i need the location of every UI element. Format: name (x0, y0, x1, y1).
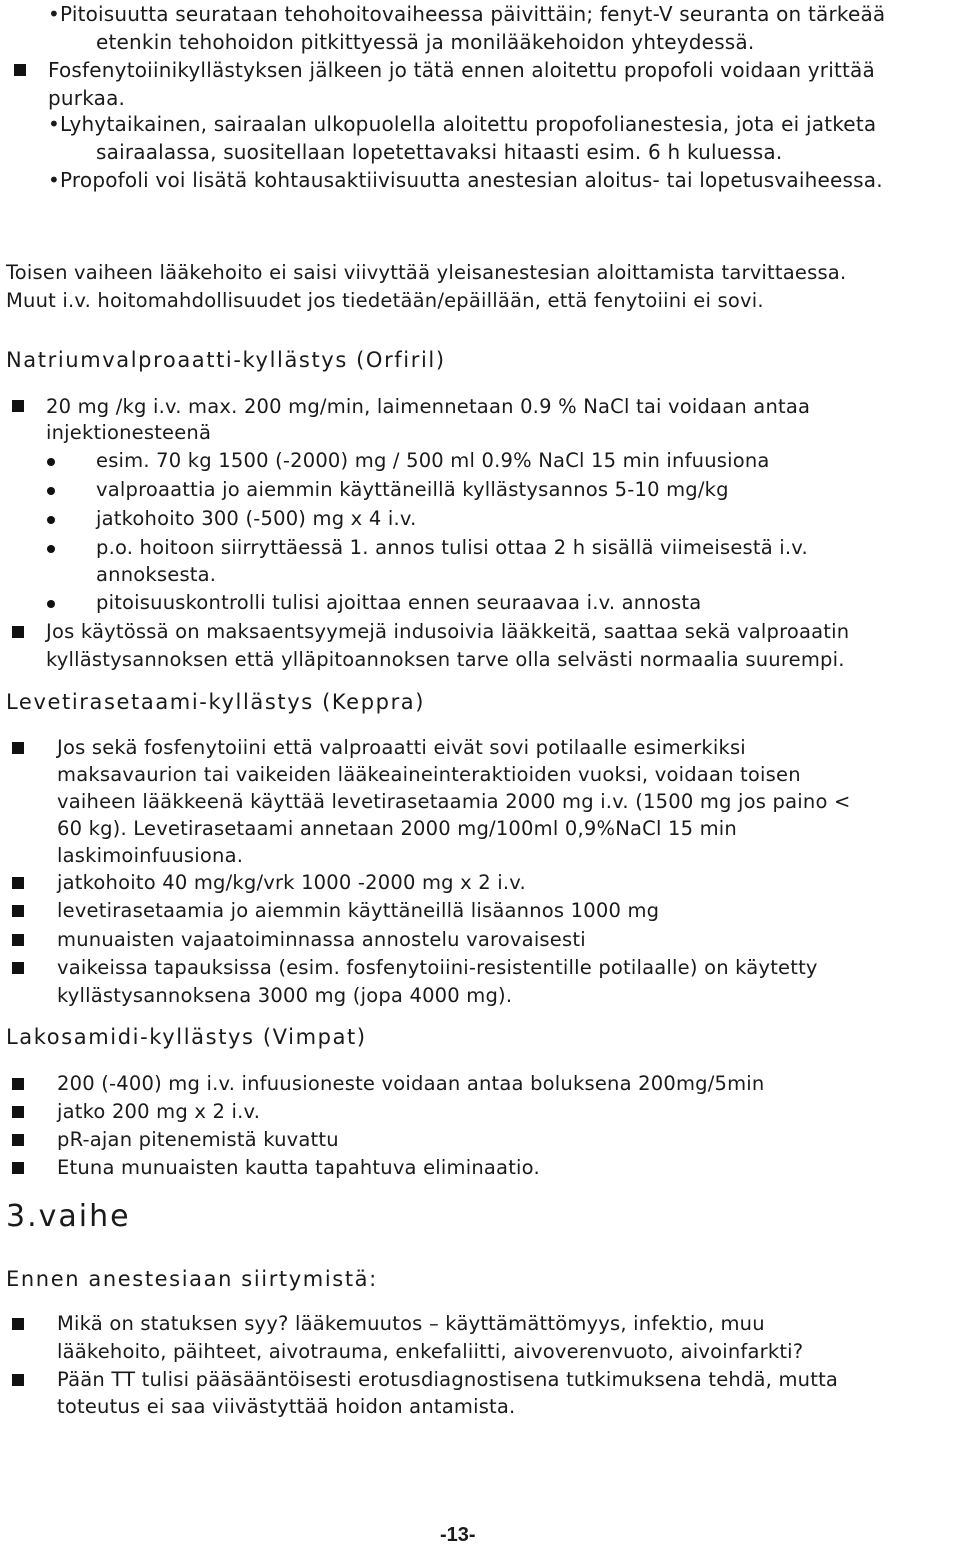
valproate-sub-item-4-line-1: p.o. hoitoon siirryttäessä 1. annos tulisi ottaa 2 h sisällä viimeisestä i.v. (96, 536, 808, 559)
square-bullet-icon (12, 1106, 24, 1118)
valproate-item-2-line-2: kyllästysannoksen että ylläpitoannoksen tarve olla selvästi normaalia suurempi. (46, 648, 845, 671)
round-bullet-icon (47, 545, 55, 553)
phase-3-heading: 3.vaihe (6, 1199, 131, 1234)
phase-3-item-1-line-2: lääkehoito, päihteet, aivotrauma, enkefaliitti, aivoverenvuoto, aivoinfarkti? (57, 1340, 804, 1363)
paragraph-line-1: Toisen vaiheen lääkehoito ei saisi viivyttää yleisanestesian aloittamista tarvittaessa. (6, 261, 847, 284)
square-bullet-icon (12, 934, 24, 946)
levetiracetam-item-1-line-4: 60 kg). Levetirasetaami annetaan 2000 mg/100ml 0,9%NaCl 15 min (57, 817, 737, 840)
valproate-item-1-line-1: 20 mg /kg i.v. max. 200 mg/min, laimennetaan 0.9 % NaCl tai voidaan antaa (46, 395, 811, 418)
levetiracetam-item-1-line-1: Jos sekä fosfenytoiini että valproaatti eivät sovi potilaalle esimerkiksi (57, 736, 746, 759)
top-bullet-3: •Propofoli voi lisätä kohtausaktiivisuutta anestesian aloitus- tai lopetusvaiheessa. (48, 168, 883, 192)
square-bullet-icon (12, 962, 24, 974)
paragraph-line-2: Muut i.v. hoitomahdollisuudet jos tiedetään/epäillään, että fenytoiini ei sovi. (6, 289, 764, 312)
valproate-item-2-line-1: Jos käytössä on maksaentsyymejä indusoivia lääkkeitä, saattaa sekä valproaatin (46, 620, 850, 643)
top-square-item-line-2: purkaa. (48, 86, 126, 110)
round-bullet-icon (47, 487, 55, 495)
valproate-sub-item-3: jatkohoito 300 (-500) mg x 4 i.v. (96, 507, 417, 530)
phase-3-item-2-line-1: Pään TT tulisi pääsääntöisesti erotusdiagnostisena tutkimuksena tehdä, mutta (57, 1368, 839, 1391)
square-bullet-icon (12, 1134, 24, 1146)
square-bullet-icon (14, 64, 26, 76)
square-bullet-icon (12, 742, 24, 754)
lacosamide-item-3: pR-ajan pitenemistä kuvattu (57, 1128, 339, 1151)
levetiracetam-item-1-line-3: vaiheen lääkkeenä käyttää levetirasetaamia 2000 mg i.v. (1500 mg jos paino < (57, 790, 851, 813)
valproate-item-1-line-2: injektionesteenä (46, 421, 212, 444)
levetiracetam-item-5-line-2: kyllästysannoksena 3000 mg (jopa 4000 mg). (57, 984, 513, 1007)
square-bullet-icon (12, 626, 24, 638)
top-square-item-line-1: Fosfenytoiinikyllästyksen jälkeen jo tätä ennen aloitettu propofoli voidaan yrittää (48, 58, 875, 82)
valproate-sub-item-2: valproaattia jo aiemmin käyttäneillä kyllästysannos 5-10 mg/kg (96, 478, 729, 501)
levetiracetam-item-4: munuaisten vajaatoiminnassa annostelu varovaisesti (57, 928, 586, 951)
square-bullet-icon (12, 1374, 24, 1386)
valproate-heading: Natriumvalproaatti-kyllästys (Orfiril) (6, 348, 446, 372)
lacosamide-item-2: jatko 200 mg x 2 i.v. (57, 1100, 261, 1123)
page-number: -13- (440, 1524, 476, 1546)
valproate-sub-item-4-line-2: annoksesta. (96, 563, 217, 586)
square-bullet-icon (12, 1078, 24, 1090)
lacosamide-item-1: 200 (-400) mg i.v. infuusioneste voidaan antaa boluksena 200mg/5min (57, 1072, 765, 1095)
square-bullet-icon (12, 877, 24, 889)
square-bullet-icon (12, 905, 24, 917)
phase-3-item-1-line-1: Mikä on statuksen syy? lääkemuutos – käyttämättömyys, infektio, muu (57, 1312, 765, 1335)
round-bullet-icon (47, 600, 55, 608)
levetiracetam-item-1-line-5: laskimoinfuusiona. (57, 844, 244, 867)
square-bullet-icon (12, 1318, 24, 1330)
lacosamide-item-4: Etuna munuaisten kautta tapahtuva eliminaatio. (57, 1156, 540, 1179)
levetiracetam-item-3: levetirasetaamia jo aiemmin käyttäneillä lisäannos 1000 mg (57, 899, 660, 922)
square-bullet-icon (12, 400, 24, 412)
top-bullet-1-line-2: etenkin tehohoidon pitkittyessä ja monilääkehoidon yhteydessä. (96, 30, 755, 54)
lacosamide-heading: Lakosamidi-kyllästys (Vimpat) (6, 1025, 367, 1049)
top-bullet-2-line-2: sairaalassa, suositellaan lopetettavaksi hitaasti esim. 6 h kuluessa. (96, 140, 783, 164)
phase-3-item-2-line-2: toteutus ei saa viivästyttää hoidon antamista. (57, 1395, 516, 1418)
levetiracetam-item-1-line-2: maksavaurion tai vaikeiden lääkeaineinteraktioiden vuoksi, voidaan toisen (57, 763, 801, 786)
top-bullet-1-line-1: •Pitoisuutta seurataan tehohoitovaiheessa päivittäin; fenyt-V seuranta on tärkeää (48, 2, 886, 26)
square-bullet-icon (12, 1162, 24, 1174)
top-bullet-2-line-1: •Lyhytaikainen, sairaalan ulkopuolella aloitettu propofolianestesia, jota ei jatketa (48, 112, 877, 136)
valproate-sub-item-1: esim. 70 kg 1500 (-2000) mg / 500 ml 0.9% NaCl 15 min infuusiona (96, 449, 770, 472)
levetiracetam-heading: Levetirasetaami-kyllästys (Keppra) (6, 690, 426, 714)
phase-3-subheading: Ennen anestesiaan siirtymistä: (6, 1267, 378, 1291)
valproate-sub-item-5: pitoisuuskontrolli tulisi ajoittaa ennen seuraavaa i.v. annosta (96, 591, 702, 614)
round-bullet-icon (47, 516, 55, 524)
levetiracetam-item-2: jatkohoito 40 mg/kg/vrk 1000 -2000 mg x 2 i.v. (57, 871, 526, 894)
round-bullet-icon (47, 458, 55, 466)
levetiracetam-item-5-line-1: vaikeissa tapauksissa (esim. fosfenytoiini-resistentille potilaalle) on käytetty (57, 956, 818, 979)
